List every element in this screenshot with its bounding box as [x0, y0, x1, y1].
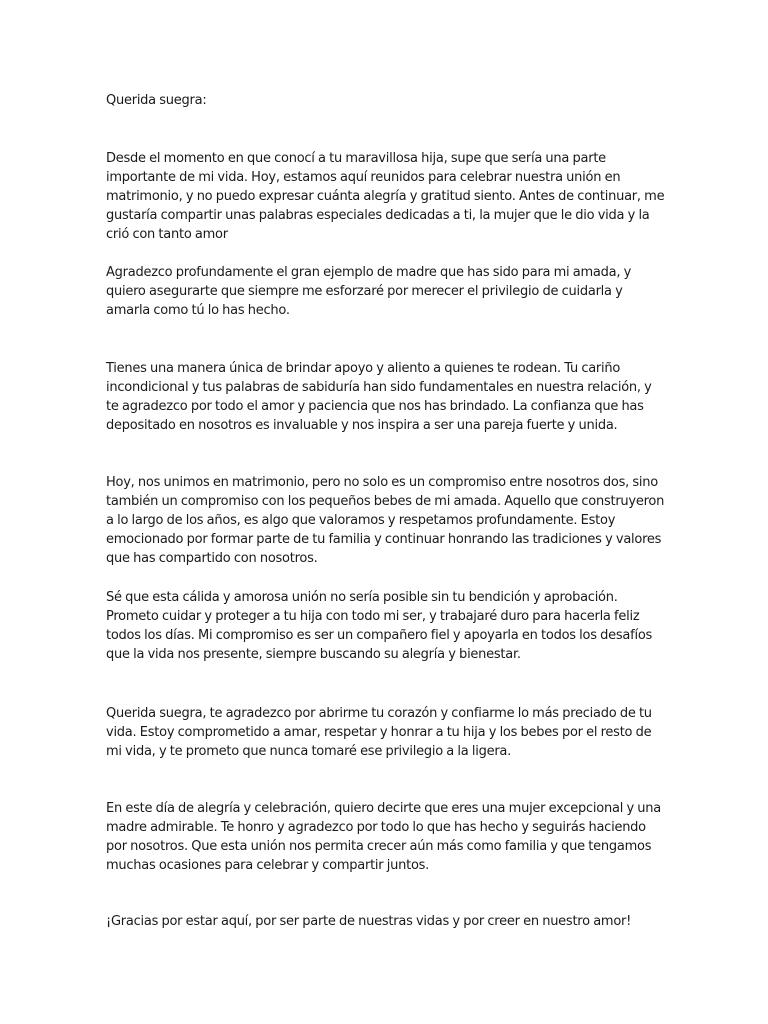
letter-paragraph-7: En este día de alegría y celebración, quiero decirte que eres una mujer excepcional y una madre admirable. Te honro y agradezco por todo lo que has hecho y seguirás haciendo por nosotros. Que esta unión nos permita crecer aún más como familia y que tengamos muchas ocasiones para celebrar y compartir juntos. [106, 801, 661, 873]
letter-paragraph-6: Querida suegra, te agradezco por abrirme tu corazón y confiarme lo más preciado de tu vida. Estoy comprometido a amar, respetar y honrar a tu hija y los bebes por el resto de mi vida, y te prometo que nunca tomaré ese privilegio a la ligera. [106, 706, 652, 759]
letter-paragraph-5: Sé que esta cálida y amorosa unión no sería posible sin tu bendición y aprobación. Prometo cuidar y proteger a tu hija con todo mi ser, y trabajaré duro para hacerla feliz todos los días. Mi compromiso es ser un compañero fiel y apoyarla en todos los desafíos que la vida nos presente, siempre buscando su alegría y bienestar. [106, 590, 653, 662]
letter-closing: ¡Gracias por estar aquí, por ser parte de nuestras vidas y por creer en nuestro amor! [106, 914, 632, 929]
letter-salutation: Querida suegra: [106, 93, 207, 108]
letter-paragraph-4: Hoy, nos unimos en matrimonio, pero no solo es un compromiso entre nosotros dos, sino también un compromiso con los pequeños bebes de mi amada. Aquello que construyeron a lo largo de los años, es algo que valoramos y respetamos profundamente. Estoy emocionado por formar parte de tu familia y continuar honrando las tradiciones y valores que has compartido con nosotros. [106, 475, 665, 566]
letter-paragraph-2: Agradezco profundamente el gran ejemplo de madre que has sido para mi amada, y quiero asegurarte que siempre me esforzaré por merecer el privilegio de cuidarla y amarla como tú lo has hecho. [106, 265, 632, 318]
letter-paragraph-1: Desde el momento en que conocí a tu maravillosa hija, supe que sería una parte importante de mi vida. Hoy, estamos aquí reunidos para celebrar nuestra unión en matrimonio, y no puedo expresar cuánta alegría y gratitud siento. Antes de continuar, me gustaría compartir unas palabras especiales dedicadas a ti, la mujer que le dio vida y la crió con tanto amor [106, 151, 665, 242]
letter-paragraph-3: Tienes una manera única de brindar apoyo y aliento a quienes te rodean. Tu cariño incondicional y tus palabras de sabiduría han sido fundamentales en nuestra relación, y te agradezco por todo el amor y paciencia que nos has brindado. La confianza que has depositado en nosotros es invaluable y nos inspira a ser una pareja fuerte y unida. [106, 361, 652, 433]
